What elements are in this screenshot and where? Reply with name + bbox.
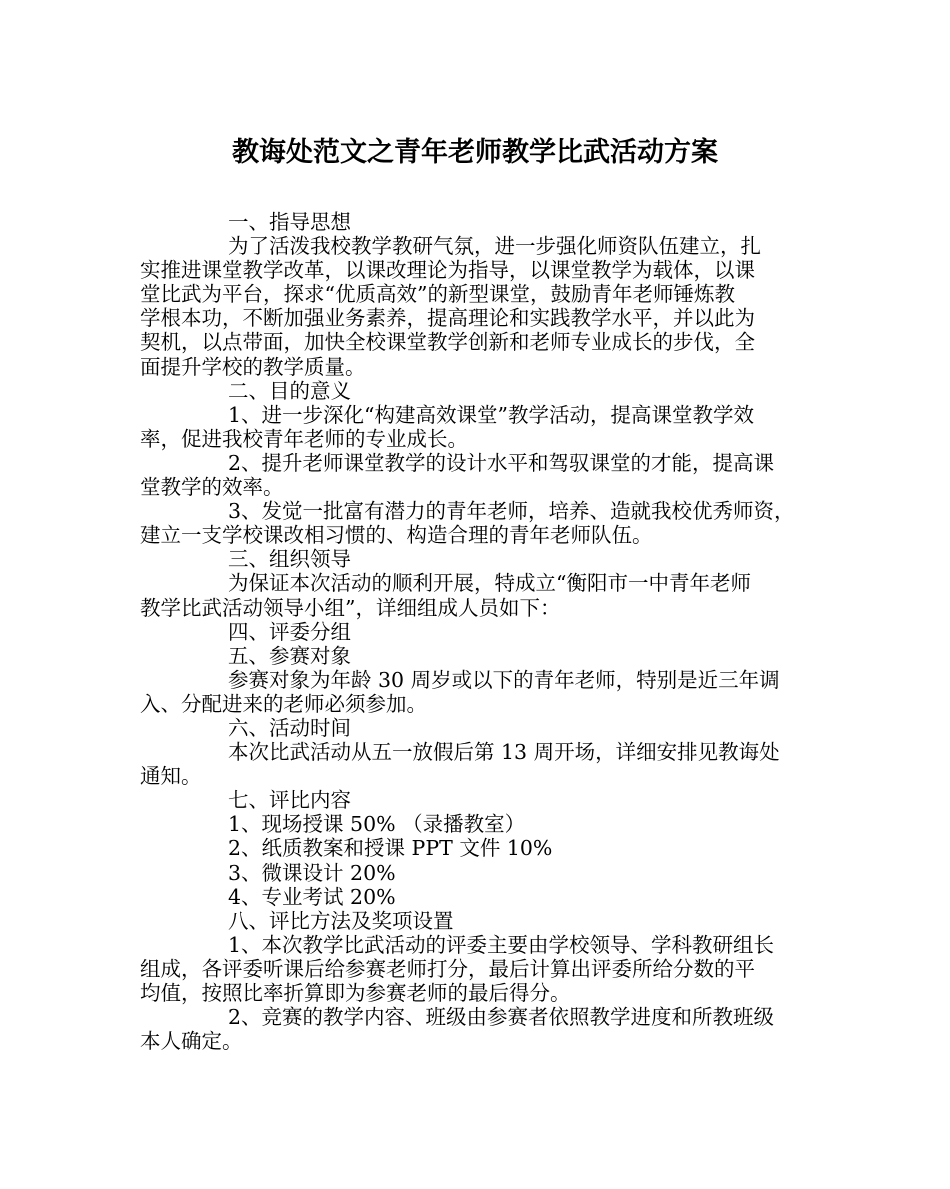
body-text-line: 参赛对象为年龄 30 周岁或以下的青年老师，特别是近三年调: [228, 667, 780, 692]
body-text-line: 组成，各评委听课后给参赛老师打分，最后计算出评委所给分数的平: [140, 956, 755, 981]
body-text-line: 为了活泼我校教学教研气氛，进一步强化师资队伍建立，扎: [228, 234, 761, 259]
body-text-line: 通知。: [140, 764, 202, 789]
body-text-line: 入、分配进来的老师必须参加。: [140, 691, 427, 716]
body-text-line: 七、评比内容: [228, 788, 351, 813]
body-text-line: 4、专业考试 20%: [228, 884, 396, 909]
body-text-line: 2、纸质教案和授课 PPT 文件 10%: [228, 836, 553, 861]
body-text-line: 八、评比方法及奖项设置: [228, 908, 454, 933]
body-text-line: 本次比武活动从五一放假后第 13 周开场，详细安排见教诲处: [228, 740, 780, 765]
body-text-line: 建立一支学校课改相习惯的、构造合理的青年老师队伍。: [140, 523, 653, 548]
body-text-line: 六、活动时间: [228, 715, 351, 740]
body-text-line: 本人确定。: [140, 1029, 243, 1054]
body-text-line: 率，促进我校青年老师的专业成长。: [140, 426, 468, 451]
body-text-line: 1、进一步深化“构建高效课堂”教学活动，提高课堂教学效: [228, 402, 755, 427]
body-text-line: 四、评委分组: [228, 619, 351, 644]
body-text-line: 二、目的意义: [228, 378, 351, 403]
body-text-line: 契机，以点带面，加快全校课堂教学创新和老师专业成长的步伐，全: [140, 330, 755, 355]
body-text-line: 堂比武为平台，探求“优质高效”的新型课堂，鼓励青年老师锤炼教: [140, 282, 735, 307]
body-text-line: 3、发觉一批富有潜力的青年老师，培养、造就我校优秀师资，: [228, 499, 795, 524]
body-text-line: 堂教学的效率。: [140, 475, 284, 500]
body-text-line: 2、提升老师课堂教学的设计水平和驾驭课堂的才能，提高课: [228, 450, 775, 475]
body-text-line: 1、本次教学比武活动的评委主要由学校领导、学科教研组长: [228, 932, 775, 957]
body-text-line: 3、微课设计 20%: [228, 860, 396, 885]
document-body: [140, 210, 812, 1053]
body-text-line: 均值，按照比率折算即为参赛老师的最后得分。: [140, 981, 571, 1005]
body-text-line: 五、参赛对象: [228, 643, 351, 668]
body-text-line: 1、现场授课 50% （录播教室）: [228, 812, 526, 837]
body-text-line: 一、指导思想: [228, 210, 351, 234]
body-text-line: 面提升学校的教学质量。: [140, 354, 366, 379]
body-text-line: 教学比武活动领导小组”，详细组成人员如下：: [140, 595, 561, 620]
body-text-line: 实推进课堂教学改革，以课改理论为指导，以课堂教学为载体，以课: [140, 258, 755, 283]
body-text-line: 三、组织领导: [228, 547, 351, 572]
document-title: 教诲处范文之青年老师教学比武活动方案: [232, 137, 718, 168]
body-text-line: 为保证本次活动的顺利开展，特成立“衡阳市一中青年老师: [228, 571, 751, 596]
body-text-line: 2、竞赛的教学内容、班级由参赛者依照教学进度和所教班级: [228, 1005, 775, 1030]
body-text-line: 学根本功，不断加强业务素养，提高理论和实践教学水平，并以此为: [140, 306, 755, 331]
